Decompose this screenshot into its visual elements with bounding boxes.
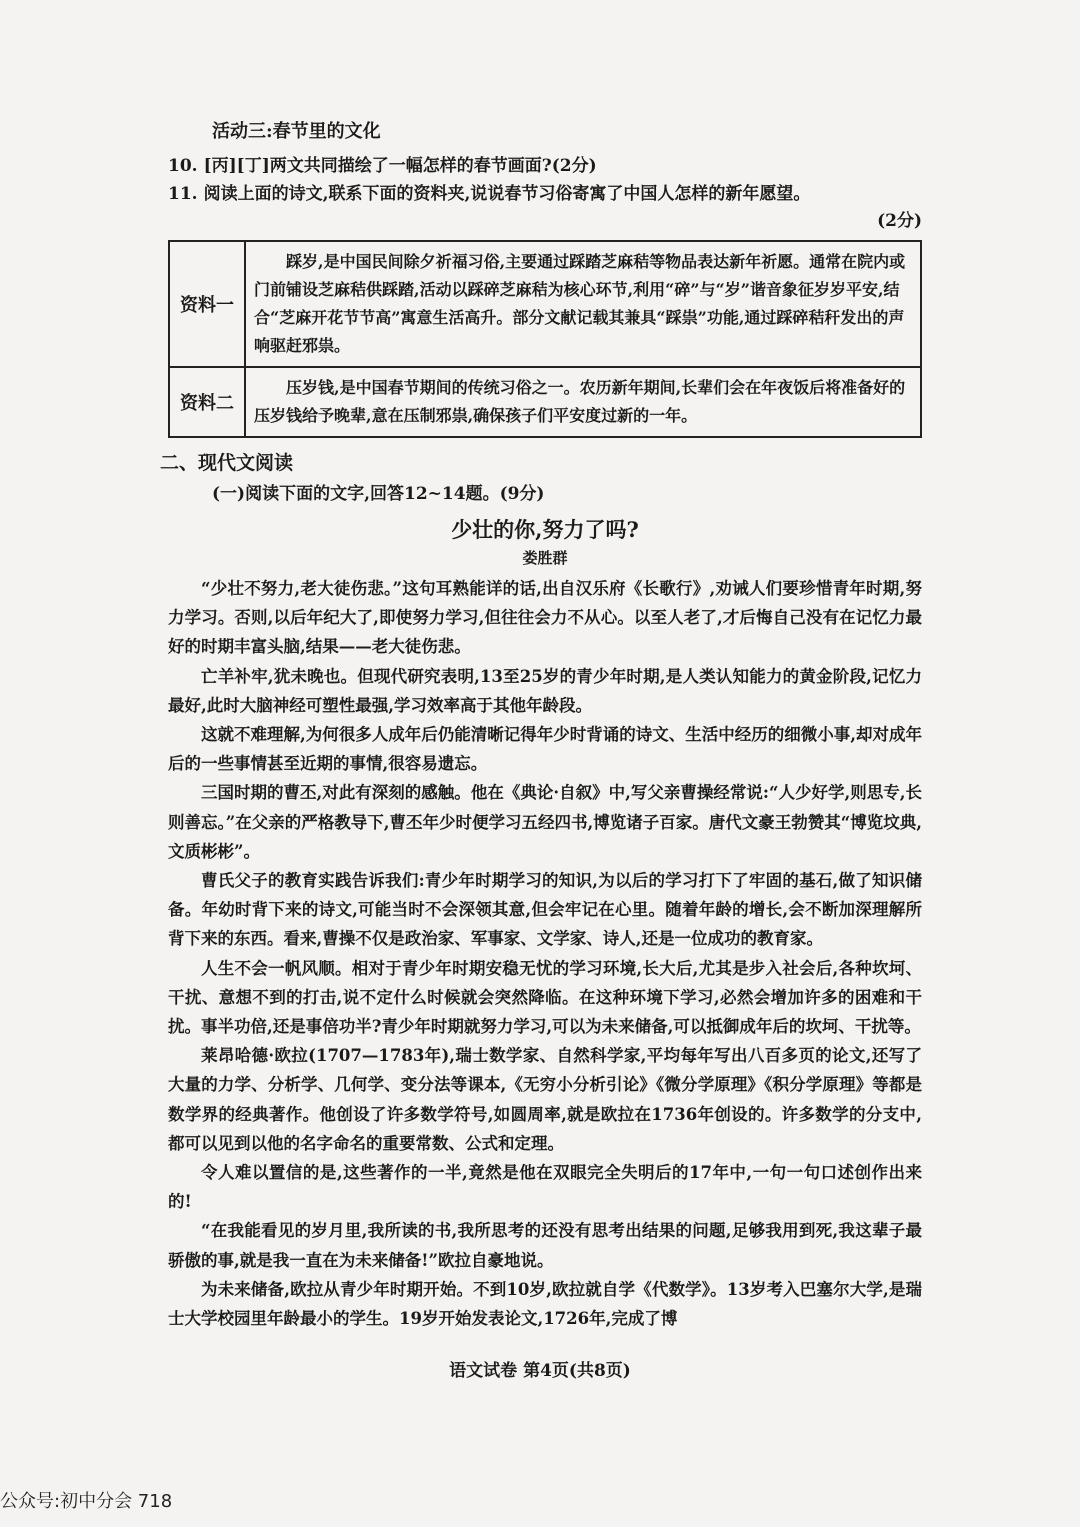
article-paragraph: 为未来储备,欧拉从青少年时期开始。不到10岁,欧拉就自学《代数学》。13岁考入巴塞尔大学,是瑞士大学校园里年龄最小的学生。19岁开始发表论文,1726年,完成了博 bbox=[168, 1279, 922, 1329]
material-row-1 bbox=[169, 241, 921, 367]
question-number: 10. bbox=[168, 156, 198, 176]
activity-title: 活动三:春节里的文化 bbox=[212, 121, 381, 142]
section-heading: 二、现代文阅读 bbox=[160, 452, 294, 474]
article-author: 娄胜群 bbox=[522, 549, 568, 567]
question-number: 11. bbox=[168, 184, 198, 204]
article-paragraph: 莱昂哈德·欧拉(1707—1783年),瑞士数学家、自然科学家,平均每年写出八百多页的论文,还写了大量的力学、分析学、几何学、变分法等课本,《无穷小分析引论》《微分学原理》《积分学原理》等都是数学界的经典著作。他创设了许多数学符号,如圆周率,就是欧拉在1736年创设的。许多数学的分支中,都可以见到以他的名字命名的重要常数、公式和定理。 bbox=[168, 1046, 922, 1153]
question-11-score: (2分) bbox=[877, 211, 922, 231]
page-footer: 语文试卷 第4页(共8页) bbox=[449, 1361, 631, 1381]
question-text: 阅读上面的诗文,联系下面的资料夹,说说春节习俗寄寓了中国人怎样的新年愿望。 bbox=[203, 184, 811, 204]
article-paragraph: 令人难以置信的是,这些著作的一半,竟然是他在双眼完全失明后的17年中,一句一句口述创作出来的! bbox=[168, 1163, 922, 1212]
article-paragraph: “少壮不努力,老大徒伤悲。”这句耳熟能详的话,出自汉乐府《长歌行》,劝诫人们要珍惜青年时期,努力学习。否则,以后年纪大了,即使努力学习,但往往会力不从心。以至人老了,才后悔自己没有在记忆力最好的时期丰富头脑,结果——老大徒伤悲。 bbox=[168, 579, 922, 657]
article-paragraph: 曹氏父子的教育实践告诉我们:青少年时期学习的知识,为以后的学习打下了牢固的基石,做了知识储备。年幼时背下来的诗文,可能当时不会深领其意,但会牢记在心里。随着年龄的增长,会不断加深理解所背下来的东西。看来,曹操不仅是政治家、军事家、文学家、诗人,还是一位成功的教育家。 bbox=[168, 871, 922, 949]
material-row-2 bbox=[169, 367, 921, 437]
question-11 bbox=[168, 180, 922, 208]
materials-table bbox=[168, 240, 922, 438]
article-paragraph: 这就不难理解,为何很多人成年后仍能清晰记得年少时背诵的诗文、生活中经历的细微小事,却对成年后的一些事情甚至近期的事情,很容易遗忘。 bbox=[168, 725, 922, 774]
article-title: 少壮的你,努力了吗? bbox=[451, 517, 639, 542]
article-paragraph: 人生不会一帆风顺。相对于青少年时期安稳无忧的学习环境,长大后,尤其是步入社会后,各种坎坷、干扰、意想不到的打击,说不定什么时候就会突然降临。在这种环境下学习,必然会增加许多的困难和干扰。事半功倍,还是事倍功半?青少年时期就努力学习,可以为未来储备,可以抵御成年后的坎坷、干扰等。 bbox=[168, 958, 922, 1037]
article-paragraph: “在我能看见的岁月里,我所读的书,我所思考的还没有思考出结果的问题,足够我用到死,我这辈子最骄傲的事,就是我一直在为未来储备!”欧拉自豪地说。 bbox=[168, 1221, 922, 1270]
article-body bbox=[168, 574, 922, 1333]
section-subheading: (一)阅读下面的文字,回答12~14题。(9分) bbox=[212, 484, 545, 504]
material-text: 踩岁,是中国民间除夕祈福习俗,主要通过踩踏芝麻秸等物品表达新年祈愿。通常在院内或门前铺设芝麻秸供踩踏,活动以踩碎芝麻秸为核心环节,利用“碎”与“岁”谐音象征岁岁平安,结合“芝麻开花节节高”寓意生活高升。部分文献记载其兼具“踩祟”功能,通过踩碎秸秆发出的声响驱赶邪祟。 bbox=[245, 241, 921, 367]
material-text: 压岁钱,是中国春节期间的传统习俗之一。农历新年期间,长辈们会在年夜饭后将准备好的压岁钱给予晚辈,意在压制邪祟,确保孩子们平安度过新的一年。 bbox=[245, 367, 921, 437]
watermark-text: 公众号:初中分会 718 bbox=[0, 1491, 173, 1512]
question-10 bbox=[168, 152, 922, 180]
article-paragraph: 三国时期的曹丕,对此有深刻的感触。他在《典论·自叙》中,写父亲曹操经常说:“人少好学,则思专,长则善忘。”在父亲的严格教导下,曹丕年少时便学习五经四书,博览诸子百家。唐代文豪王勃赞其“博览坟典,文质彬彬”。 bbox=[168, 783, 922, 861]
article-paragraph: 亡羊补牢,犹未晚也。但现代研究表明,13至25岁的青少年时期,是人类认知能力的黄金阶段,记忆力最好,此时大脑神经可塑性最强,学习效率高于其他年龄段。 bbox=[168, 666, 922, 715]
page-content bbox=[160, 118, 922, 1333]
material-label: 资料一 bbox=[169, 241, 245, 367]
material-label: 资料二 bbox=[169, 367, 245, 437]
question-text: [丙][丁]两文共同描绘了一幅怎样的春节画面?(2分) bbox=[203, 156, 597, 176]
